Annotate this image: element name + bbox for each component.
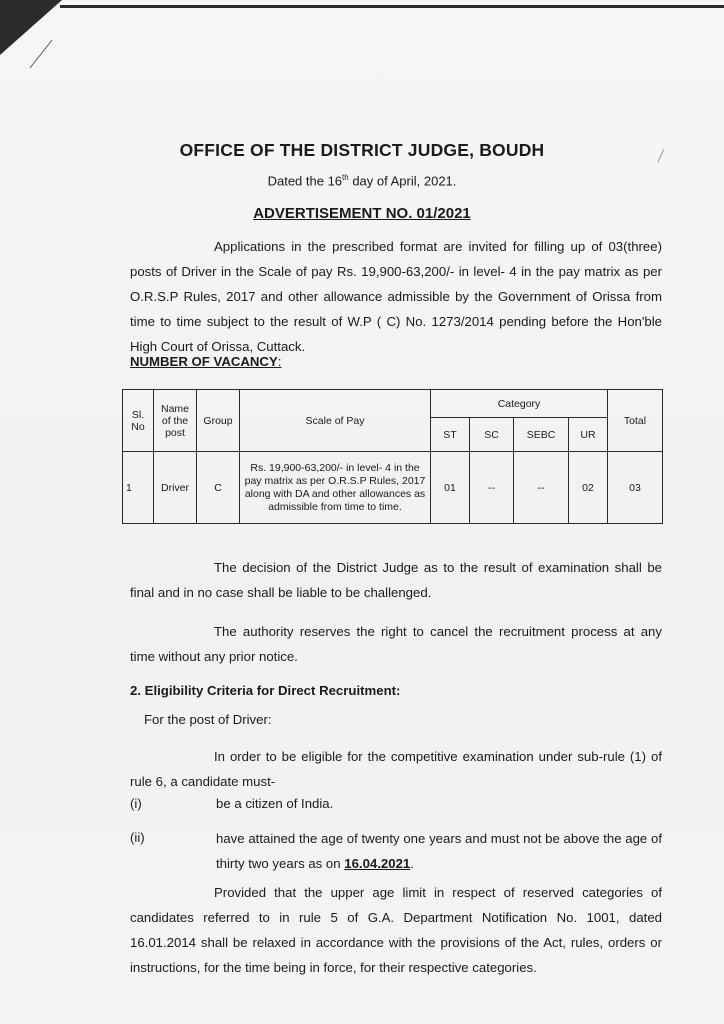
scan-edge — [60, 5, 724, 8]
table-row — [123, 452, 663, 524]
cell-group: C — [197, 452, 240, 524]
cell-ur: 02 — [569, 452, 608, 524]
col-scale: Scale of Pay — [240, 390, 431, 452]
advertisement-number: ADVERTISEMENT NO. 01/2021 — [253, 205, 471, 222]
item-1-text: be a citizen of India. — [216, 796, 334, 811]
authority-paragraph: The authority reserves the right to cancel the recruitment process at any time without any prior notice. — [130, 624, 662, 664]
decision-paragraph: The decision of the District Judge as to the result of examination shall be final and in no case shall be liable to be challenged. — [130, 560, 662, 600]
cell-st: 01 — [431, 452, 470, 524]
col-ur: UR — [569, 418, 608, 452]
item-2-text: have attained the age of twenty one years and must not be above the age of thirty two years as on 16.04.2021. — [216, 831, 662, 871]
eligibility-intro: In order to be eligible for the competitive examination under sub-rule (1) of rule 6, a candidate must- — [130, 749, 662, 789]
for-post-line: For the post of Driver: — [144, 712, 272, 727]
cell-total: 03 — [608, 452, 663, 524]
office-title: OFFICE OF THE DISTRICT JUDGE, BOUDH — [179, 140, 545, 160]
col-category: Category — [431, 390, 608, 418]
cell-sl: 1 — [123, 452, 154, 524]
col-total: Total — [608, 390, 663, 452]
item-1-number: (i) — [130, 796, 142, 811]
col-group: Group — [197, 390, 240, 452]
folded-corner-mark — [0, 0, 70, 75]
item-2-number: (ii) — [130, 830, 145, 845]
date-line: Dated the 16th day of April, 2021. — [267, 173, 457, 189]
cell-scale: Rs. 19,900-63,200/- in level- 4 in the pay matrix as per O.R.S.P Rules, 2017 along with DA and other allowances as admissible from time to time. — [240, 452, 431, 524]
cell-sebc: -- — [514, 452, 569, 524]
col-sebc: SEBC — [514, 418, 569, 452]
eligibility-heading: 2. Eligibility Criteria for Direct Recruitment: — [130, 683, 401, 698]
cell-sc: -- — [470, 452, 514, 524]
cell-post-name: Driver — [154, 452, 197, 524]
proviso-paragraph: Provided that the upper age limit in respect of reserved categories of candidates referred to in rule 5 of G.A. Department Notification No. 1001, dated 16.01.2014 shall be relaxed in accordance with the provisions of the Act, rules, orders or instructions, for the time being in force, for their respective categories. — [130, 885, 662, 975]
col-st: ST — [431, 418, 470, 452]
intro-paragraph: Applications in the prescribed format are invited for filling up of 03(three) posts of Driver in the Scale of pay Rs. 19,900-63,200/- in level- 4 in the pay matrix as per O.R.S.P Rules, 2017 and other allowance admissible by the Government of Orissa from time to time subject to the result of W.P ( C) No. 1273/2014 pending before the Hon'ble High Court of Orissa, Cuttack. — [130, 239, 662, 354]
vacancy-table — [122, 389, 663, 524]
col-sc: SC — [470, 418, 514, 452]
age-reference-date: 16.04.2021 — [344, 856, 411, 871]
col-sl: Sl. No — [123, 390, 154, 452]
vacancy-heading: NUMBER OF VACANCY: — [130, 354, 282, 369]
col-post-name: Name of the post — [154, 390, 197, 452]
